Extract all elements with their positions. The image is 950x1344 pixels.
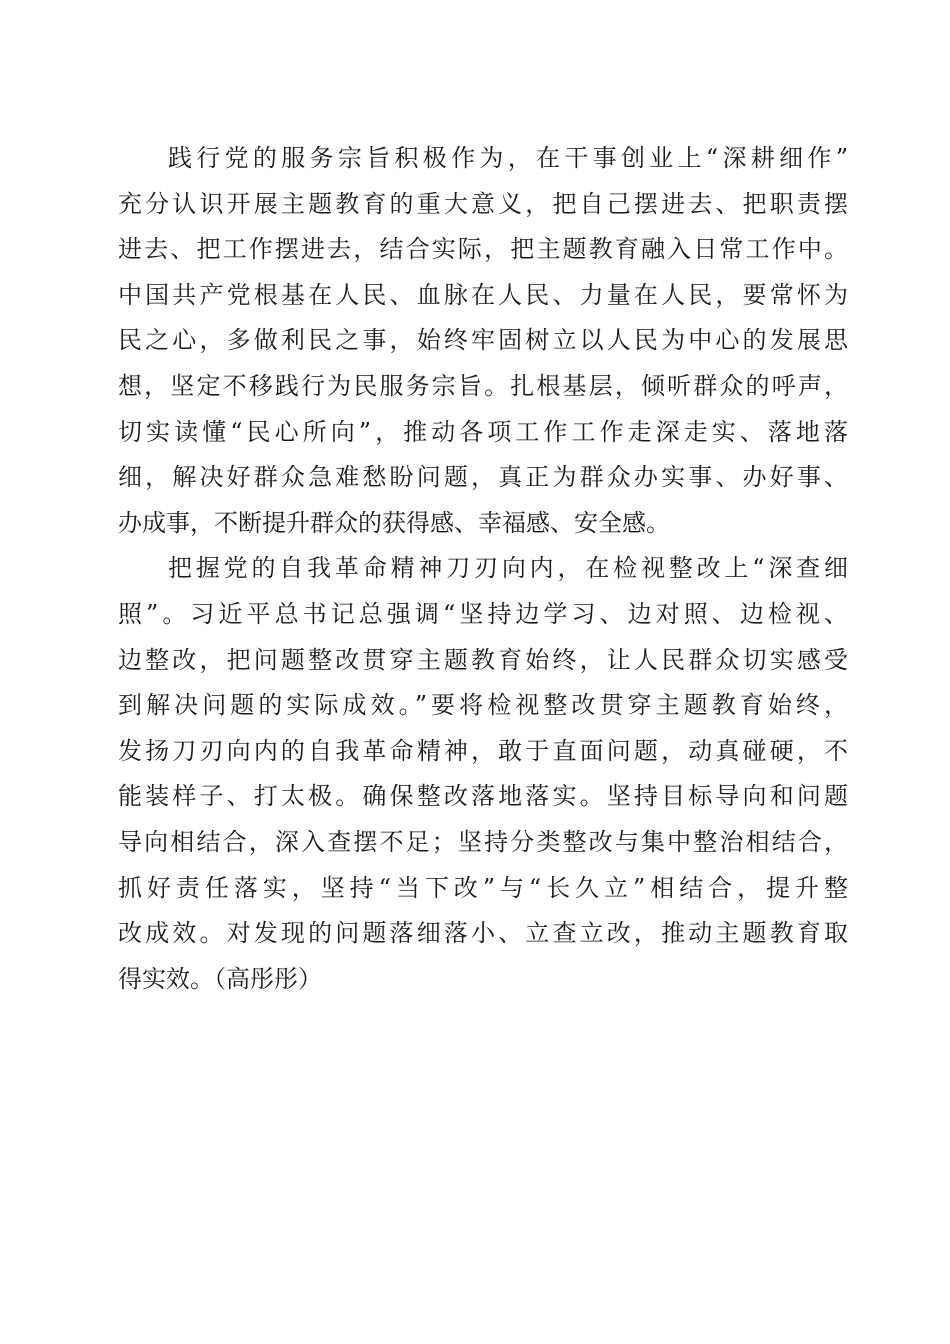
text-line: 能装样子、打太极。确保整改落地落实。坚持目标导向和问题 (118, 782, 848, 811)
text-line: 切实读懂“民心所向”，推动各项工作工作走深走实、落地落 (118, 417, 848, 446)
text-line: 细，解决好群众急难愁盼问题，真正为群众办实事、办好事、 (118, 463, 848, 492)
paragraph-2 (118, 546, 848, 1002)
paragraph-1 (118, 136, 848, 546)
text-line: 边整改，把问题整改贯穿主题教育始终，让人民群众切实感受 (118, 645, 848, 674)
text-line: 把握党的自我革命精神刀刃向内，在检视整改上“深查细 (168, 554, 848, 583)
text-line: 进去、把工作摆进去，结合实际，把主题教育融入日常工作中。 (118, 235, 848, 264)
text-line: 到解决问题的实际成效。”要将检视整改贯穿主题教育始终， (118, 691, 848, 720)
text-line: 抓好责任落实，坚持“当下改”与“长久立”相结合，提升整 (118, 873, 848, 902)
text-line: 充分认识开展主题教育的重大意义，把自己摆进去、把职责摆 (118, 189, 848, 218)
text-line: 践行党的服务宗旨积极作为，在干事创业上“深耕细作” (168, 144, 848, 172)
text-line: 民之心，多做利民之事，始终牢固树立以人民为中心的发展思 (118, 326, 848, 355)
text-line: 导向相结合，深入查摆不足；坚持分类整改与集中整治相结合， (118, 827, 848, 856)
text-line: 中国共产党根基在人民、血脉在人民、力量在人民，要常怀为 (118, 280, 848, 309)
text-line: 改成效。对发现的问题落细落小、立查立改，推动主题教育取 (118, 919, 848, 948)
text-line: 想，坚定不移践行为民服务宗旨。扎根基层，倾听群众的呼声， (118, 371, 848, 400)
document-body (118, 136, 848, 1002)
text-line: 办成事，不断提升群众的获得感、幸福感、安全感。 (118, 508, 670, 537)
text-line: 照”。习近平总书记总强调“坚持边学习、边对照、边检视、 (118, 599, 848, 628)
text-line: 得实效。（高彤彤） (118, 964, 322, 993)
text-line: 发扬刀刃向内的自我革命精神，敢于直面问题，动真碰硬，不 (118, 736, 848, 765)
